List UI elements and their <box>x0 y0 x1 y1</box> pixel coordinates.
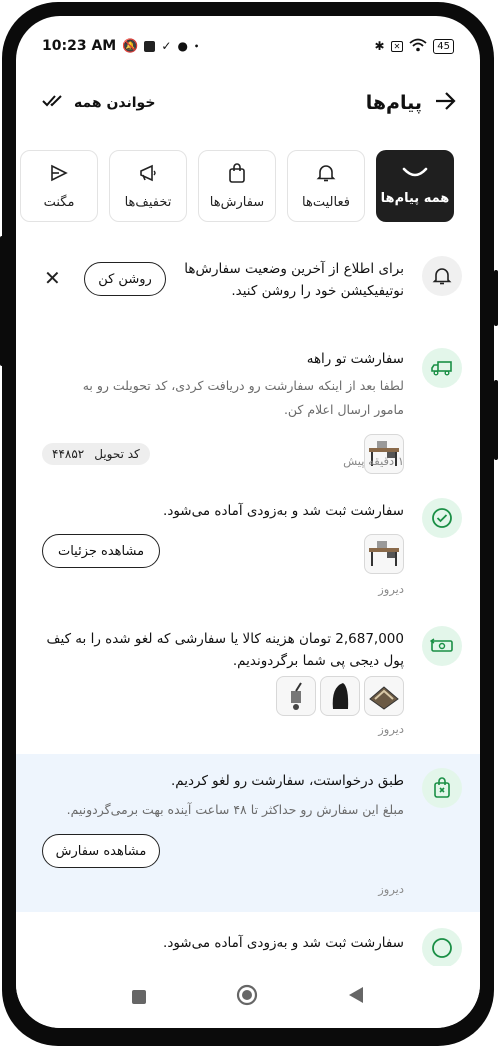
notification-icon: ● <box>177 39 188 53</box>
message-title: سفارشت ثبت شد و به‌زودی آماده می‌شود. <box>163 503 404 519</box>
view-details-button[interactable]: مشاهده جزئیات <box>42 534 160 568</box>
cancel-bag-icon <box>422 768 462 808</box>
list-item <box>16 596 480 736</box>
product-thumbnail[interactable] <box>320 676 360 716</box>
status-bar <box>16 16 480 76</box>
category-tabs <box>16 150 480 224</box>
enable-notifications-button[interactable]: روشن کن <box>84 262 166 296</box>
tab-orders[interactable] <box>198 150 276 222</box>
close-icon[interactable]: ✕ <box>44 266 61 290</box>
tab-label: سفارش‌ها <box>209 194 265 210</box>
notice-line-2: نوتیفیکیشن خود را روشن کنید. <box>231 283 404 299</box>
message-title: سفارشت ثبت شد و به‌زودی آماده می‌شود. <box>163 935 404 951</box>
product-thumbnail[interactable] <box>276 676 316 716</box>
more-dot-icon: • <box>193 41 200 51</box>
message-time: ۱ دقیقه پیش <box>343 454 404 468</box>
product-thumbnail[interactable] <box>364 534 404 574</box>
list-item <box>16 754 480 912</box>
notification-prompt <box>16 244 480 314</box>
phone-power-button <box>494 270 498 326</box>
system-navigation-bar <box>16 966 480 1028</box>
back-button[interactable] <box>348 986 364 1008</box>
screen <box>16 16 480 1028</box>
double-check-icon <box>42 94 66 112</box>
page-title: پیام‌ها <box>365 92 422 114</box>
tab-label: مگنت <box>43 194 75 210</box>
delivery-code-value: ۴۴۸۵۲ <box>52 447 85 461</box>
recents-button[interactable] <box>132 990 146 1004</box>
tab-magnet[interactable] <box>20 150 98 222</box>
message-time: دیروز <box>378 882 404 896</box>
tab-all[interactable] <box>376 150 454 222</box>
back-arrow-icon[interactable] <box>434 92 456 115</box>
battery-icon: 45 <box>433 39 454 54</box>
bell-icon <box>316 163 336 187</box>
list-item <box>16 482 480 596</box>
message-body: مبلغ این سفارش رو حداکثر تا ۴۸ ساعت آینده بهت برمی‌گردونیم. <box>66 802 404 817</box>
nosim-icon: ✕ <box>391 41 404 52</box>
check-circle-icon <box>422 928 462 968</box>
list-item <box>16 912 480 972</box>
truck-icon <box>422 348 462 388</box>
smile-icon <box>402 167 428 183</box>
message-body: لطفا بعد از اینکه سفارشت رو دریافت کردی، کد تحویلت رو به <box>82 378 404 393</box>
list-item <box>16 314 480 482</box>
message-list <box>16 244 480 972</box>
mute-icon: 🔕 <box>122 38 139 54</box>
tab-label: فعالیت‌ها <box>302 194 350 210</box>
view-order-button[interactable]: مشاهده سفارش <box>42 834 160 868</box>
delivery-code-chip <box>42 443 150 465</box>
home-button[interactable] <box>236 984 258 1010</box>
tab-activities[interactable] <box>287 150 365 222</box>
page-header <box>16 78 480 128</box>
message-title: سفارشت تو راهه <box>306 351 404 367</box>
status-time: 10:23 AM <box>42 38 117 54</box>
check-icon: ✓ <box>161 39 172 53</box>
notice-line-1: برای اطلاع از آخرین وضعیت سفارش‌ها <box>184 261 404 277</box>
product-thumbnail[interactable] <box>364 676 404 716</box>
phone-frame <box>2 2 494 1046</box>
message-time: دیروز <box>378 582 404 596</box>
bell-icon <box>422 256 462 296</box>
bluetooth-icon: ✱ <box>374 39 385 53</box>
magnet-icon <box>49 163 69 187</box>
message-title: 2,687,000 تومان هزینه کالا یا سفارشی که لغو شده را به کیف <box>46 631 404 647</box>
message-title: پول دیجی پی شما برگردوندیم. <box>232 653 404 669</box>
money-refund-icon <box>422 626 462 666</box>
tab-label: همه پیام‌ها <box>380 190 450 206</box>
read-all-label: خواندن همه <box>74 95 156 111</box>
delivery-code-label: کد تحویل <box>94 447 140 461</box>
check-circle-icon <box>422 498 462 538</box>
wifi-icon <box>409 38 427 55</box>
bag-icon <box>228 163 246 187</box>
app-icon <box>144 41 155 52</box>
read-all-button[interactable] <box>42 94 155 112</box>
megaphone-icon <box>138 163 158 187</box>
message-title: طبق درخواستت، سفارشت رو لغو کردیم. <box>170 773 404 789</box>
tab-label: تخفیف‌ها <box>124 194 172 210</box>
message-body: مامور ارسال اعلام کن. <box>283 402 404 417</box>
phone-volume-button <box>494 380 498 460</box>
tab-discounts[interactable] <box>109 150 187 222</box>
message-time: دیروز <box>378 722 404 736</box>
